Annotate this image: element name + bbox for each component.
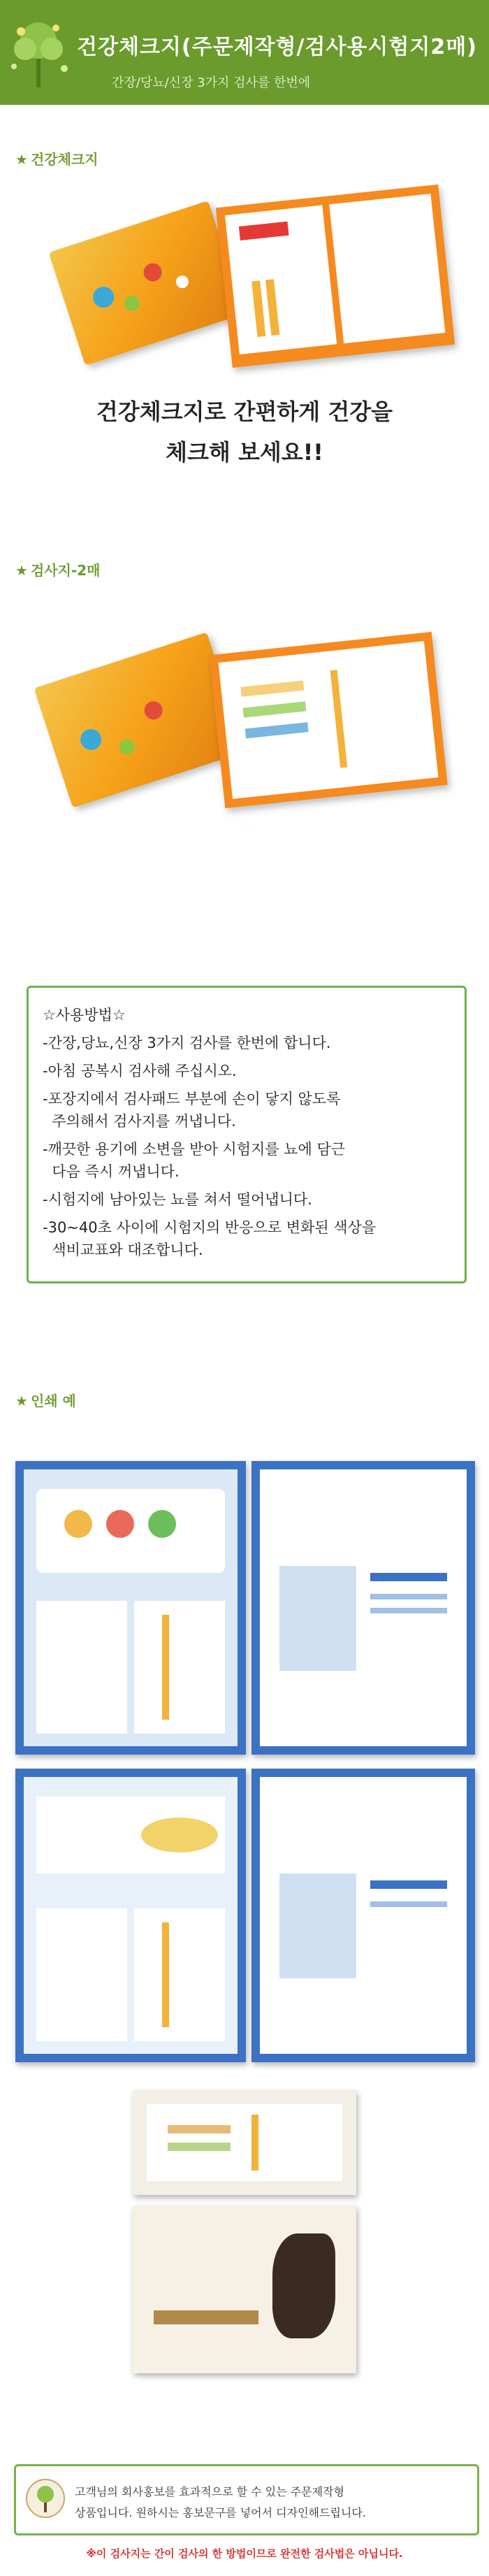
- usage-line: 주의해서 검사지를 꺼냅니다.: [43, 1113, 236, 1130]
- tree-logo-icon: [26, 2479, 65, 2518]
- test-paper-open-card: [209, 632, 447, 808]
- star-icon: ★: [15, 151, 28, 168]
- usage-line: -30~40초 사이에 시험지의 반응으로 변화된 색상을: [43, 1219, 377, 1236]
- section-heading-test-paper: ★ 검사지-2매: [15, 562, 101, 579]
- usage-instructions-box: [27, 986, 467, 1283]
- usage-line: 다음 즉시 꺼냅니다.: [43, 1163, 180, 1180]
- usage-line: -간장,당뇨,신장 3가지 검사를 한번에 합니다.: [43, 1035, 331, 1051]
- print-example-back-1: [251, 1461, 475, 1755]
- section-heading-print-example: ★ 인쇄 예: [15, 1393, 76, 1409]
- usage-line: -깨끗한 용기에 소변을 받아 시험지를 뇨에 담근: [43, 1141, 346, 1158]
- star-icon: ★: [15, 562, 28, 579]
- usage-line: -시험지에 남아있는 뇨를 쳐서 떨어냅니다.: [43, 1191, 312, 1208]
- section-heading-kit: ★ 건강체크지: [15, 151, 98, 168]
- usage-title: ☆사용방법☆: [43, 1007, 126, 1023]
- print-example-front-1: [15, 1461, 246, 1755]
- usage-line: -포장지에서 검사패드 부분에 손이 닿지 않도록: [43, 1091, 341, 1107]
- catchphrase-line2: 체크해 보세요!!: [166, 439, 323, 466]
- footer-line2: 상품입니다. 원하시는 홍보문구를 넣어서 디자인해드립니다.: [75, 2506, 366, 2519]
- test-paper-image: [28, 601, 461, 839]
- print-example-open-3: [133, 2090, 356, 2195]
- print-example-cover-3: [133, 2206, 356, 2373]
- kit-booklet: [49, 201, 245, 366]
- star-icon: ★: [15, 1393, 28, 1409]
- catchphrase: [0, 391, 489, 473]
- kit-open-card: [216, 185, 455, 368]
- print-example-front-2: [15, 1769, 246, 2062]
- page-title: 건강체크지(주문제작형/검사용시험지2매): [77, 35, 477, 59]
- disclaimer: ※이 검사지는 간이 검사의 한 방법이므로 완전한 검사법은 아닙니다.: [86, 2547, 403, 2560]
- usage-line: 색비교표와 대조합니다.: [43, 1242, 203, 1258]
- kit-product-image: [42, 182, 461, 377]
- footer-info-box: [14, 2464, 479, 2535]
- print-example-back-2: [251, 1769, 475, 2062]
- page-subtitle: 간장/당뇨/신장 3가지 검사를 한번에: [112, 75, 311, 90]
- footer-line1: 고객님의 회사홍보를 효과적으로 할 수 있는 주문제작형: [75, 2485, 345, 2498]
- tree-logo-icon: [0, 0, 77, 105]
- usage-line: -아침 공복시 검사해 주십시오.: [43, 1063, 237, 1079]
- catchphrase-line1: 건강체크지로 간편하게 건강을: [96, 398, 393, 425]
